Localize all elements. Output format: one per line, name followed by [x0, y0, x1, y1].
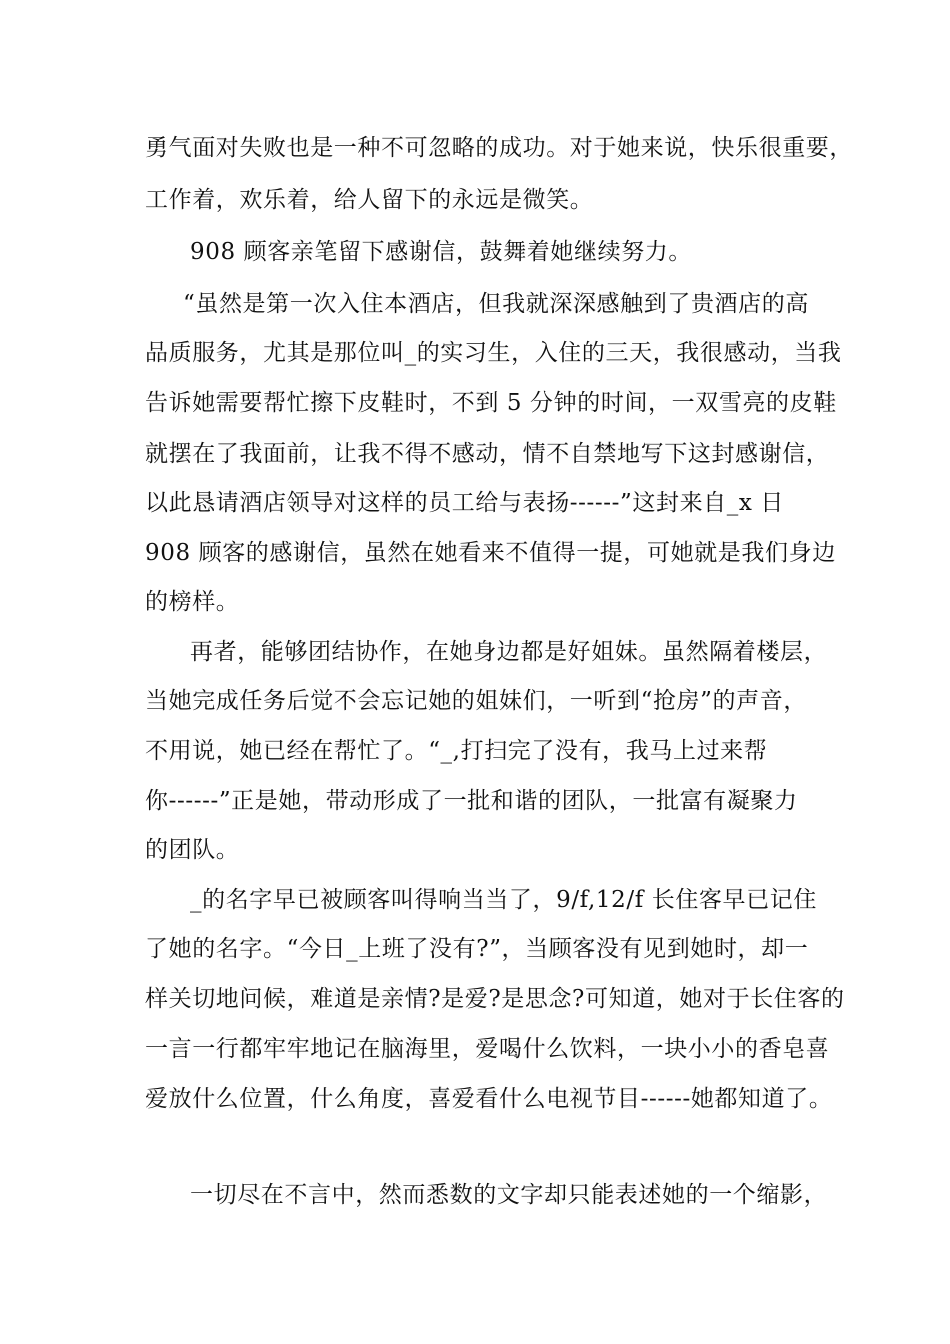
text-line: 工作着，欢乐着，给人留下的永远是微笑。 [145, 187, 594, 213]
text-line: 不用说，她已经在帮忙了。“_,打扫完了没有，我马上过来帮 [145, 738, 768, 764]
text-line: 你------”正是她，带动形成了一批和谐的团队，一批富有凝聚力 [145, 788, 798, 814]
text-line: 告诉她需要帮忙擦下皮鞋时，不到 5 分钟的时间，一双雪亮的皮鞋 [145, 390, 837, 416]
text-line: 品质服务，尤其是那位叫_的实习生，入住的三天，我很感动，当我 [145, 340, 842, 366]
text-line: 就摆在了我面前，让我不得不感动，情不自禁地写下这封感谢信， [145, 441, 830, 467]
text-line: 了她的名字。“今日_上班了没有?”，当顾客没有见到她时，却一 [145, 936, 809, 962]
text-line: “虽然是第一次入住本酒店，但我就深深感触到了贵酒店的高 [183, 291, 809, 317]
text-line: 勇气面对失败也是一种不可忽略的成功。对于她来说，快乐很重要， [145, 135, 853, 161]
text-line: 一言一行都牢牢地记在脑海里，爱喝什么饮料，一块小小的香皂喜 [145, 1036, 830, 1062]
text-line: 以此恳请酒店领导对这样的员工给与表扬------”这封来自_x 日 [145, 490, 784, 516]
text-line: 样关切地问候，难道是亲情?是爱?是思念?可知道，她对于长住客的 [145, 986, 845, 1012]
text-line: 一切尽在不言中，然而悉数的文字却只能表述她的一个缩影， [190, 1182, 828, 1208]
text-line: _的名字早已被顾客叫得响当当了，9/f,12/f 长住客早已记住 [190, 887, 817, 913]
text-line: 爱放什么位置，什么角度，喜爱看什么电视节目------她都知道了。 [145, 1086, 833, 1112]
text-line: 908 顾客亲笔留下感谢信，鼓舞着她继续努力。 [190, 239, 693, 265]
text-line: 当她完成任务后觉不会忘记她的姐妹们，一听到“抢房”的声音， [145, 688, 807, 714]
text-line: 的团队。 [145, 837, 240, 863]
text-line: 再者，能够团结协作，在她身边都是好姐妹。虽然隔着楼层， [190, 639, 828, 665]
text-line: 908 顾客的感谢信，虽然在她看来不值得一提，可她就是我们身边 [145, 540, 836, 566]
text-line: 的榜样。 [145, 589, 240, 615]
